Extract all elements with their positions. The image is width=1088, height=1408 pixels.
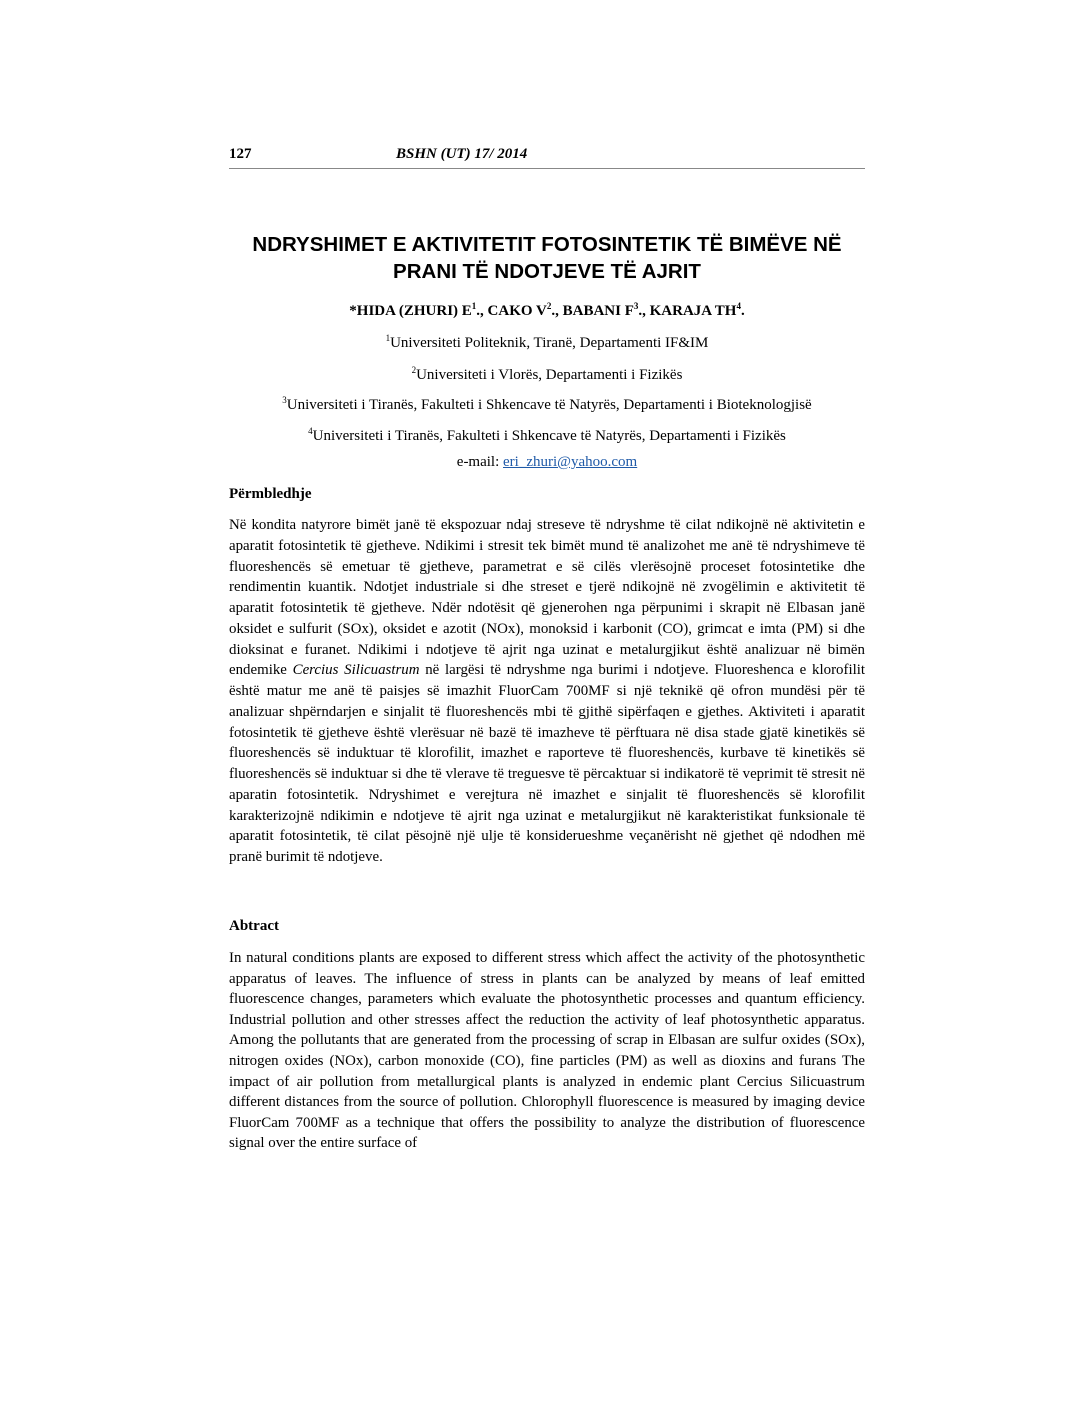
contact-email — [229, 452, 865, 472]
section-heading-permbledhje: Përmbledhje — [229, 486, 312, 502]
affiliation-number: 3 — [282, 395, 287, 405]
author-affiliation-number: 1 — [471, 301, 477, 311]
author-separator: ., — [476, 303, 488, 319]
author-list — [229, 296, 865, 321]
author-affiliation-number: 4 — [736, 301, 741, 311]
affiliation-2 — [229, 360, 865, 385]
journal-name: BSHN (UT) 17/ 2014 — [396, 146, 528, 162]
affiliation-number: 4 — [308, 426, 313, 436]
affiliation-number: 2 — [411, 365, 417, 375]
affiliation-3 — [229, 390, 865, 415]
author-separator: ., — [551, 303, 563, 319]
author-affiliation-number: 3 — [633, 301, 639, 311]
author-name: CAKO V — [487, 303, 547, 319]
header-rule — [229, 168, 865, 169]
permbledhje-text-part-2: në largësi të ndryshme nga burimi i ndotjeve. Fluoreshenca e klorofilit është matur me anë të paisjes së imazhit FluorCam 700MF si një teknikë që ofron mundësi për të analizuar shpërndarjen e sinjalit të fluoreshencës mbi të gjithë sipërfaqen e gjethes. Aktiviteti i aparatit fotosintetik të gjetheve është vlerësuar në bazë të imazheve të përftuara në disa stade gjatë kinetikës së fluoreshencës së induktuar të klorofilit, imazhet e raporteve të fluoreshencës, kurbave të kinetikës së fluoreshencës së induktuar si dhe të vlerave të treguesve të përcaktuar si indikatorë të veprimit të stresit në aparatin fotosintetik. Ndryshimet e verejtura në imazhet e sinjalit të fluoreshencës së klorofilit karakterizojnë ndikimin e ndotjeve të ajrit nga uzinat e metalurgjikut në karakteristikat funksionale të aparatit fotosintetik, të cilat pësojnë një ulje të konsiderueshme veçanërisht në gjethet që ndodhen më pranë burimit të ndotjeve. — [229, 662, 865, 865]
email-label: e-mail: — [456, 454, 500, 470]
author-separator: ., — [638, 303, 650, 319]
page-number: 127 — [229, 146, 252, 162]
author-affiliation-number: 2 — [546, 301, 552, 311]
permbledhje-paragraph — [229, 515, 865, 868]
author-name: *HIDA (ZHURI) E — [349, 303, 472, 319]
section-heading-abstract: Abtract — [229, 918, 279, 934]
permbledhje-text-part-1: Në kondita natyrore bimët janë të ekspozuar ndaj streseve të ndryshme të cilat ndikojnë në aktivitetin e aparatit fotosintetik të gjetheve. Ndikimi i stresit tek bimët mund të analizohet me anë të ndryshimeve të fluoreshencës së emetuar të gjetheve, parametrat e së cilës vlerësojnë proceset fotosintetike dhe rendimentin kuantik. Ndotjet industriale si dhe streset e tjerë ndikojnë në zvogëlimin e aktivitetit të aparatit fotosintetik të gjetheve. Ndër ndotësit që gjenerohen nga përpunimi i skrapit në Elbasan janë oksidet e sulfurit (SOx), oksidet e azotit (NOx), monoksid i karbonit (CO), grimcat e imta (PM) si dhe dioksinat e furanet. Ndikimi i ndotjeve të ajrit nga uzinat e metalurgjikut është analizuar në bimën endemike — [229, 517, 865, 679]
abstract-paragraph: In natural conditions plants are exposed to different stress which affect the activity of the photosynthetic apparatus of leaves. The influence of stress in plants can be analyzed by means of leaf emitted fluorescence changes, parameters which evaluate the photosynthetic processes and quantum efficiency. Industrial pollution and other stresses affect the reduction the activity of leaf photosynthetic apparatus. Among the pollutants that are generated from the processing of scrap in Elbasan are sulfur oxides (SOx), nitrogen oxides (NOx), carbon monoxide (CO), fine particles (PM) as well as dioxins and furans The impact of air pollution from metallurgical plants is analyzed in endemic plant Cercius Silicuastrum different distances from the source of pollution. Chlorophyll fluorescence is measured by imaging device FluorCam 700MF as a technique that offers the possibility to analyze the distribution of fluorescence signal over the entire surface of — [229, 950, 865, 1152]
species-name: Cercius Silicuastrum — [292, 662, 420, 679]
affiliation-1 — [229, 328, 865, 353]
author-name: KARAJA TH — [649, 303, 737, 319]
affiliation-number: 1 — [385, 333, 391, 343]
paper-title: NDRYSHIMET E AKTIVITETIT FOTOSINTETIK TË BIMËVE NË PRANI TË NDOTJEVE TË AJRIT — [252, 233, 842, 283]
affiliation-text: Universiteti i Vlorës, Departamenti i Fizikës — [416, 367, 683, 383]
affiliation-4 — [229, 421, 865, 446]
affiliation-text: Universiteti i Tiranës, Fakulteti i Shkencave të Natyrës, Departamenti i Fizikës — [312, 428, 786, 444]
affiliation-text: Universiteti Politeknik, Tiranë, Departamenti IF&IM — [390, 335, 709, 351]
email-link[interactable]: eri_zhuri@yahoo.com — [503, 454, 638, 470]
affiliation-text: Universiteti i Tiranës, Fakulteti i Shkencave të Natyrës, Departamenti i Bioteknologjisë — [286, 397, 812, 413]
author-name: BABANI F — [562, 303, 634, 319]
author-separator: . — [740, 303, 745, 319]
